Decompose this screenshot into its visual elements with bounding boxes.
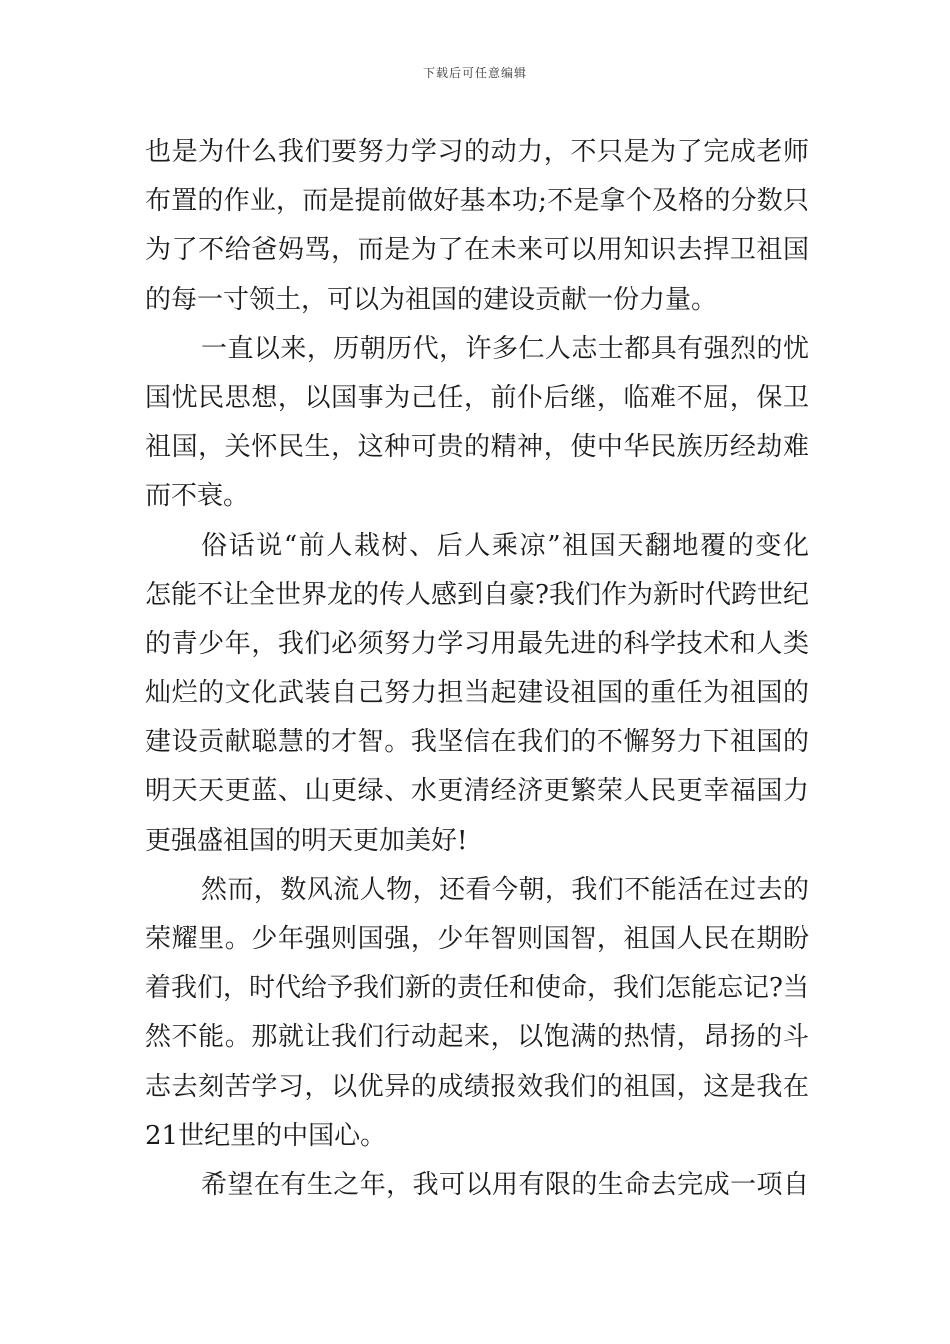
text-line: 荣耀里。少年强则国强，少年智则国智，祖国人民在期盼	[145, 924, 809, 954]
text-line: 俗话说“前人栽树、后人乘凉”祖国天翻地覆的变化	[201, 530, 809, 561]
text-line: 然而，数风流人物，还看今朝，我们不能活在过去的	[201, 874, 809, 905]
text-line: 也是为什么我们要努力学习的动力，不只是为了完成老师	[145, 137, 809, 167]
text-line: 灿烂的文化武装自己努力担当起建设祖国的重任为祖国的	[145, 678, 809, 709]
text-line: 志去刻苦学习，以优异的成绩报效我们的祖国，这是我在	[145, 1071, 809, 1102]
text-line: 的每一寸领土，可以为祖国的建设贡献一份力量。	[145, 284, 718, 315]
text-line: 然不能。那就让我们行动起来，以饱满的热情，昂扬的斗	[145, 1022, 809, 1053]
text-line: 的青少年，我们必须努力学习用最先进的科学技术和人类	[145, 628, 809, 659]
text-line: 更强盛祖国的明天更加美好!	[145, 825, 468, 856]
header-note: 下载后可任意编辑	[422, 66, 527, 80]
text-line: 祖国，关怀民生，这种可贵的精神，使中华民族历经劫难	[145, 432, 809, 463]
text-line: 着我们，时代给予我们新的责任和使命，我们怎能忘记?当	[145, 973, 809, 1004]
text-line: 建设贡献聪慧的才智。我坚信在我们的不懈努力下祖国的	[145, 727, 809, 758]
text-line: 21世纪里的中国心。	[145, 1120, 387, 1151]
text-line: 一直以来，历朝历代，许多仁人志士都具有强烈的忧	[201, 333, 809, 364]
text-line: 明天天更蓝、山更绿、水更清经济更繁荣人民更幸福国力	[145, 776, 809, 807]
text-line: 布置的作业，而是提前做好基本功;不是拿个及格的分数只	[145, 186, 809, 217]
body-text	[145, 128, 809, 1210]
text-line: 为了不给爸妈骂，而是为了在未来可以用知识去捍卫祖国	[145, 235, 809, 266]
text-line: 希望在有生之年，我可以用有限的生命去完成一项自	[201, 1169, 809, 1200]
text-line: 国忧民思想，以国事为己任，前仆后继，临难不屈，保卫	[145, 382, 809, 413]
text-line: 而不衰。	[145, 481, 250, 512]
text-line: 怎能不让全世界龙的传人感到自豪?我们作为新时代跨世纪	[145, 579, 809, 610]
